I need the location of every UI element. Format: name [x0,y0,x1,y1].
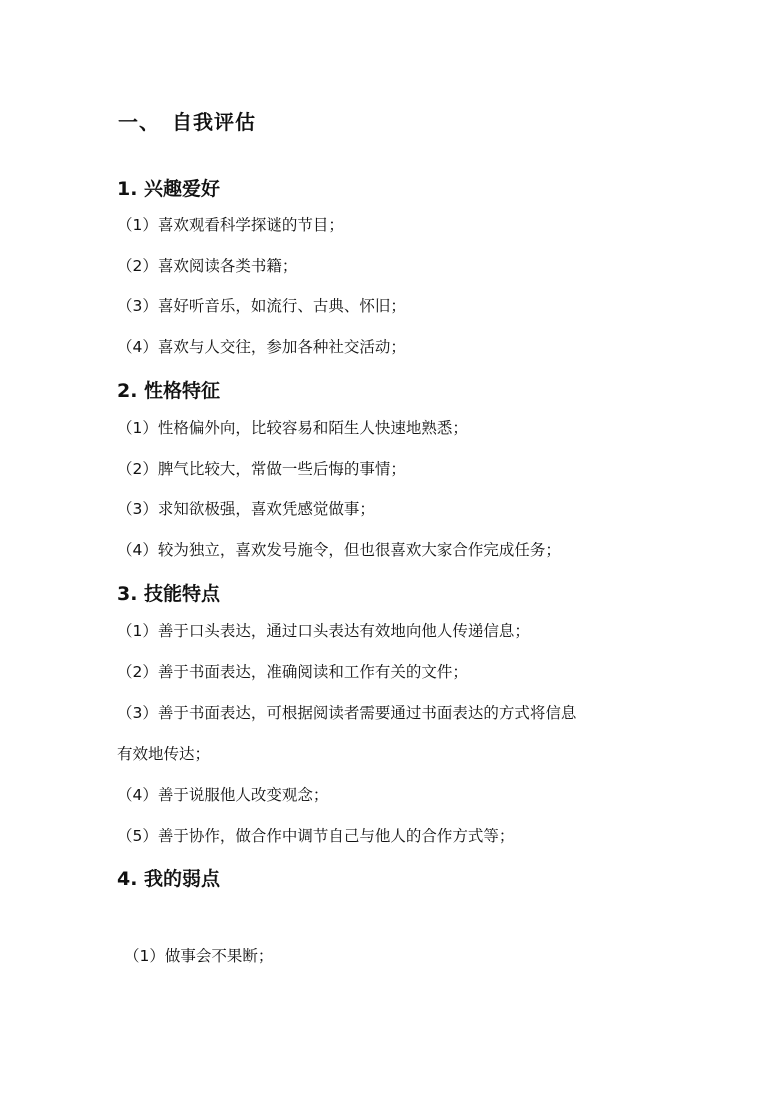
list-item: （1）性格偏外向，比较容易和陌生人快速地熟悉； [117,419,468,437]
list-item: （3）求知欲极强，喜欢凭感觉做事； [117,500,375,518]
list-item: （5）善于协作，做合作中调节自己与他人的合作方式等； [117,827,515,845]
list-item: （1）做事会不果断； [124,947,274,965]
list-item: （2）善于书面表达，准确阅读和工作有关的文件； [117,663,468,681]
list-item: （1）善于口头表达，通过口头表达有效地向他人传递信息； [117,622,530,640]
list-item: （3）喜好听音乐，如流行、古典、怀旧； [117,297,406,315]
list-item: （4）喜欢与人交往，参加各种社交活动； [117,338,406,356]
list-item: （4）较为独立，喜欢发号施令，但也很喜欢大家合作完成任务； [117,541,561,559]
section-heading [118,106,256,135]
list-item: （3）善于书面表达，可根据阅读者需要通过书面表达的方式将信息 [117,704,577,722]
subsection-title-skills: 3. 技能特点 [117,583,221,605]
list-item: （2）脾气比较大，常做一些后悔的事情； [117,460,406,478]
list-item: 有效地传达； [117,745,211,763]
list-item: （1）喜欢观看科学探谜的节目； [117,216,344,234]
list-item: （4）善于说服他人改变观念； [117,786,329,804]
subsection-title-personality: 2. 性格特征 [117,380,221,402]
section-heading-title: 自我评估 [172,110,256,134]
subsection-title-weaknesses: 4. 我的弱点 [117,868,221,890]
subsection-title-interests: 1. 兴趣爱好 [117,178,221,200]
section-heading-number: 一、 [118,110,160,134]
list-item: （2）喜欢阅读各类书籍； [117,257,298,275]
